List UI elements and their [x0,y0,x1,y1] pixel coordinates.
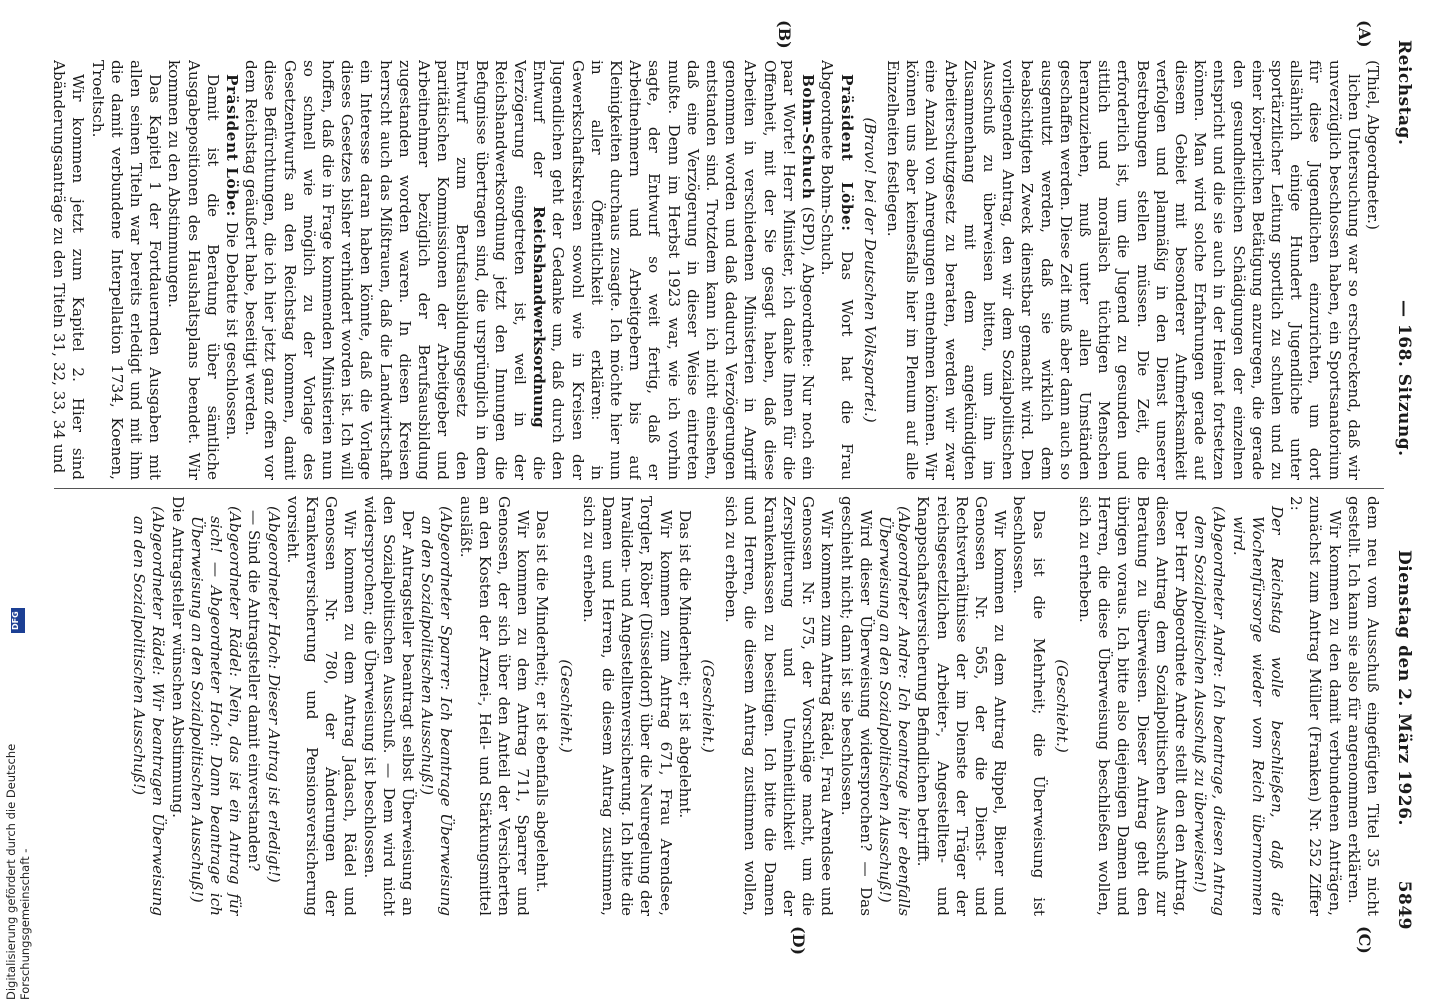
paragraph: Die Antragsteller wünschen Abstimmung. [168,496,187,819]
paragraph: Der Antragsteller beantragt selbst Überweisung an den Sozialpolitischen Ausschuß. — Dem wird nicht widersprochen; die Überweisung ist beschlossen. [360,496,418,916]
paragraph: lichen Untersuchung war so erschreckend, daß wir unverzüglich beschlossen haben, ein Sportsanatorium für diese Jugendlichen einzurichten, um dort allsährlich einige Hundert Jugendliche unter sportärztlicher Leitung sportlich zu schulen und zu einer körperlichen Betätigung anzuregen, die gerade den gesundheitlichen Schädigungen der einzelnen entspricht und die sie auch in der Heimat fortsetzen können. Man wird solche Erfahrungen gerade auf diesem Gebiet mit besonderer Aufmerksamkeit verfolgen und planmäßig in den Dienst unserer Bestrebungen stellen müssen. Die Zeit, die erforderlich ist, um die Jugend zu gesunden und sittlich und moralisch tüchtigen Menschen heranzuziehen, muß unter allen Umständen geschaffen werden. Diese Zeit muß aber dann auch so ausgenutzt werden, daß sie wirklich dem beabsichtigten Zweck dienstbar gemacht wird. Den vorliegenden Antrag, den wir dem Sozialpolitischen Ausschuß zu überweisen bitten, um ihn im Zusammenhang mit dem angekündigten Arbeiterschutzgesetz zu beraten, werden wir zwar eine Anzahl von Anregungen entnehmen können. Wir können uns aber keinesfalls hier im Plenum auf alle Einzelheiten festlegen. [883,60,1363,480]
paragraph: Wir kommen zu dem Antrag Rippel, Biener und Genossen Nr. 565, der die Dienst- und Rechtsverhältnisse der im Dienste der Träger der reichsgesetzlichen Arbeiter-, Angestellten- und Knappschaftsversicherung Befindlichen betrifft. [914,496,1010,916]
procedure-note: (Geschieht.) [1052,659,1071,753]
applause: (Bravo! bei der Deutschen Volkspartei.) [860,117,879,423]
footer-text: Digitalisierung gefördert durch die Deutsche Forschungsgemeinschaft - [4,743,32,1000]
paragraph: Wir kommen zu den damit verbundenen Anträgen, zunächst zum Antrag Müller (Franken) Nr. 252 Ziffer 2: [1287,496,1344,916]
procedure-note: (Geschieht.) [699,659,718,753]
margin-mark-b: (B) [775,20,794,49]
paragraph: Damit ist die Beratung über sämtliche Ausgabepositionen des Haushaltsplans beendet. Wir kommen zu den Abstimmungen. [165,60,222,480]
interjection: (Abgeordneter Andre: Ich beantrage, diesen Antrag dem Sozialpolitischen Ausschuß zu überweisen!) [1191,506,1229,916]
margin-mark-c: (C) [1355,926,1374,954]
header-date: Dienstag den 2. März 1926. [1394,550,1414,826]
president-remark [222,60,241,480]
speaker-name: Präsident Löbe: [223,74,242,217]
column-divider [54,488,1384,489]
speech-text: Die Debatte ist geschlossen. [223,221,242,441]
procedure-note: (Geschieht.) [556,659,575,753]
margin-mark-d: (D) [789,926,808,956]
page-number: 5849 [1394,880,1414,930]
president-remark [817,60,855,480]
paragraph: Das ist die Mehrheit; die Überweisung ist beschlossen. [1010,496,1048,916]
interjection: (Abgeordneter Rädel: Nein, das ist ein Antrag für sich! — Abgeordneter Hoch: Dann beantrage ich Überweisung an den Sozialpolitischen Ausschuß!) [187,506,245,916]
paragraph: Der Herr Abgeordnete Andre stellt den den Antrag, diesen Antrag dem Sozialpolitischen Ausschuß zur Beratung zu überweisen. Dieser Antrag geht den übrigen voraus. Ich bitte also diejenigen Damen und Herren, die diese Überweisung beschließen wollen, sich zu erheben. [1075,496,1190,916]
header-left: Reichstag. [1394,40,1414,146]
speaker-name: Bohm-Schuch [799,74,818,200]
right-column [22,496,1382,916]
document-page [16,0,1420,960]
motion-quote: Der Reichstag wolle beschließen, daß die Wochenfürsorge wieder vom Reich übernommen wird. [1229,506,1286,916]
paragraph: Wir kommen zu dem Antrag Jadasch, Rädel und Genossen Nr. 780, der Änderungen der Krankenversicherung und Pensionsversicherung vorsieht. [283,496,360,916]
paragraph: dem neu vom Ausschuß eingefügten Titel 35 nicht gestellt. Ich kann sie also für angenommen erklären. [1344,496,1382,916]
header-session: — 168. Sitzung. [1394,300,1414,457]
interjection: (Abgeordneter Andre: Ich beantrage hier ebenfalls Überweisung an den Sozialpolitischen Ausschuß!) [875,506,914,916]
paragraph: Wir kommen zum Antrag 671, Frau Arendsee, Torgler, Röber (Düsseldorf) über die Neuregelung der Invaliden- und Angestelltenversicherung. Ich bitte die Damen und Herren, die diesem Antrag zustimmen, sich zu erheben. [579,496,675,916]
speaker-name: Präsident Löbe: [837,74,856,232]
margin-mark-a: (A) [1355,20,1374,48]
speaker-intro: (Thiel, Abgeordneter.) [1364,60,1382,230]
emphasis: Reichshandwerksordnung [530,205,549,428]
paragraph: — Sind die Antragsteller damit einverstanden? [245,510,264,872]
paragraph: Wir kommen zum Antrag Rädel, Frau Arendsee und Genossen Nr. 575, der Vorschläge macht, um die Zersplitterung und Uneinheitlichkeit der Krankenkassen zu beseitigen. Ich bitte die Damen und Herren, die diesem Antrag zustimmen wollen, sich zu erheben. [722,496,837,916]
paragraph: Wird dieser Überweisung widersprochen? — Das geschieht nicht; dann ist sie beschlossen. [837,496,875,916]
speech-text: die Verzögerung eingetreten ist, weil in der Reichshandwerksordnung jetzt den Innungen die Befugnisse übertragen sind, die ursprünglich in dem Entwurf zum Berufsausbildungsgesetz den paritätischen Kommissionen der Arbeitgeber und Arbeitnehmer bezüglich der Berufsausbildung zugestanden worden waren. In diesen Kreisen herrscht auch das Mißtrauen, daß die Landwirtschaft ein Interesse daran haben könnte, daß die Vorlage dieses Gesetzes bisher verhindert worden ist. Ich will hoffen, daß die in Frage kommenden Ministerien nun so schnell wie möglich zu der Vorlage des Gesetzentwurfs an den Reichstag kommen, damit diese Befürchtungen, die ich hier jetzt ganz offen vor dem Reichstag geäußert habe, beseitigt werden. [242,60,549,480]
paragraph: Wir kommen zu dem Antrag 711, Sparrer und Genossen, der sich über den Anteil der Versicherten an den Kosten der Arznei-, Heil- und Stärkungsmittel ausläßt. [456,496,533,916]
paragraph: Wir kommen jetzt zum Kapitel 2. Hier sind Abänderungsanträge zu den Titeln 31, 32, 33, 34 und [50,60,88,480]
paragraph: Das ist die Minderheit; er ist ebenfalls abgelehnt. [533,510,552,893]
left-column [22,60,1382,480]
interjection: (Abgeordneter Sparrer: Ich beantrage Überweisung an den Sozialpolitischen Ausschuß!) [418,506,456,916]
page-header [1388,40,1414,930]
dfg-logo: DFG [11,608,25,633]
interjection: (Abgeordneter Hoch: Dieser Antrag ist erledigt!) [264,506,283,883]
speech-bohm-schuch [241,60,817,480]
paragraph: Das ist die Minderheit; er ist abgelehnt. [675,510,694,819]
interjection: (Abgeordneter Rädel: Wir beantragen Überweisung an den Sozialpolitischen Ausschuß!) [130,506,168,916]
paragraph: Das Kapitel 1 der Fortdauernden Ausgaben mit allen seinen Titeln war bereits erledigt und mit ihm die damit verbundene Interpellation 1734, Koenen, Troeltsch. [88,60,165,480]
speech-text: Das Wort hat die Frau Abgeordnete Bohm-Schuch. [818,60,856,480]
digitization-footer [4,608,32,1000]
speech-text: (SPD), Abgeordnete: Nur noch ein paar Worte! Herr Minister, ich danke Ihnen für die Offenheit, mit der Sie gesagt haben, daß diese Arbeiten in verschiedenen Ministerien in Angriff genommen worden und daß dadurch Verzögerungen entstanden sind. Trotzdem kann ich nicht einsehen, daß eine Verzögerung in dieser Weise eintreten mußte. Denn im Herbst 1923 war, wie ich vorhin sagte, der Entwurf so weit fertig, daß er Arbeitnehmern und Arbeitgebern bis auf Kleinigkeiten durchaus zusagte. Ich möchte hier nun in aller Öffentlichkeit erklären: in Gewerkschaftskreisen sowohl wie in Kreisen der Jugendlichen geht der Gedanke um, daß durch den Entwurf der [530,60,818,480]
